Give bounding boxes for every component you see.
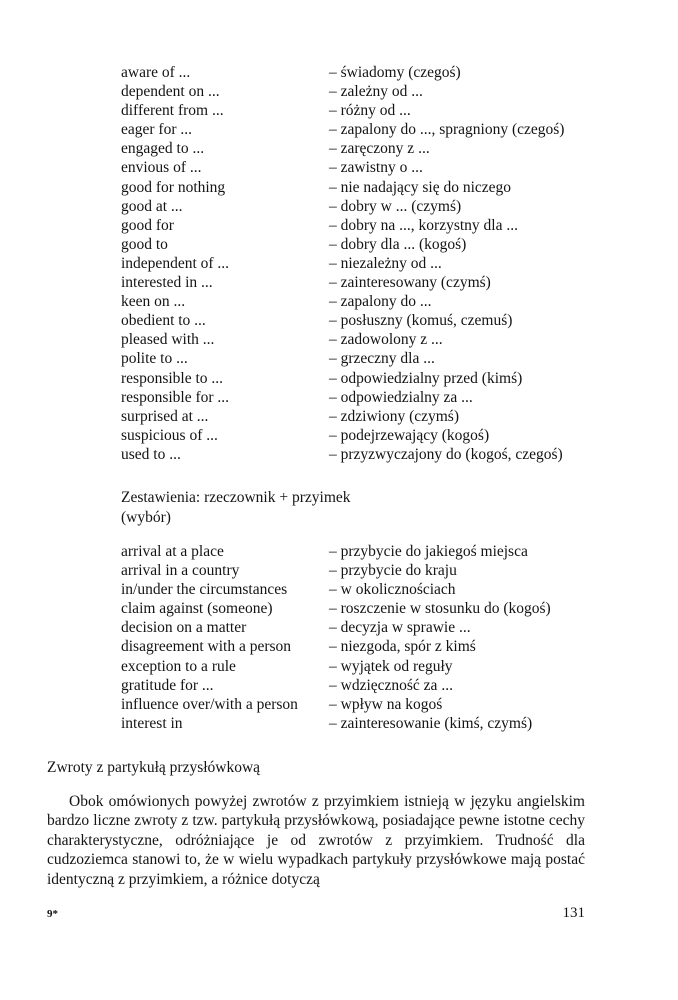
section-title: Zwroty z partykułą przysłówkową <box>47 759 261 776</box>
english-phrase: envious of ... <box>121 159 202 177</box>
english-phrase: interested in ... <box>121 274 213 292</box>
polish-translation: – wpływ na kogoś <box>329 695 443 713</box>
polish-translation: – niezgoda, spór z kimś <box>329 638 476 656</box>
polish-translation: – odpowiedzialny za ... <box>329 388 473 406</box>
english-phrase: gratitude for ... <box>121 676 214 694</box>
polish-translation: – zdziwiony (czymś) <box>329 407 459 425</box>
english-phrase: arrival in a country <box>121 562 240 580</box>
vocab-row <box>121 216 601 235</box>
vocab-row <box>121 618 601 637</box>
vocab-row <box>121 637 601 656</box>
vocab-row <box>121 311 601 330</box>
english-phrase: good at ... <box>121 197 183 215</box>
english-phrase: good for nothing <box>121 178 226 196</box>
body-paragraph: Obok omówionych powyżej zwrotów z przyimkiem istnieją w języku angielskim bardzo liczne zwroty z tzw. partykułą przysłówkową, posiadające pewne istotne cechy charakterystyczne, odróżniające je od zwrotów z przyimkiem. Trudność dla cudzoziemca stanowi to, że w wielu wypadkach partykuły przysłówkowe mają postać identyczną z przyimkiem, a różnice dotyczą <box>47 793 585 888</box>
noun-preposition-list <box>121 542 601 733</box>
english-phrase: eager for ... <box>121 121 192 139</box>
vocab-row <box>121 178 601 197</box>
polish-translation: – zaręczony z ... <box>329 140 430 158</box>
english-phrase: exception to a rule <box>121 657 236 675</box>
vocab-row <box>121 273 601 292</box>
vocab-row <box>121 369 601 388</box>
polish-translation: – dobry dla ... (kogoś) <box>329 235 467 253</box>
vocab-row <box>121 676 601 695</box>
adjective-preposition-list <box>121 63 601 464</box>
polish-translation: – podejrzewający (kogoś) <box>329 426 490 444</box>
polish-translation: – nie nadający się do niczego <box>329 178 512 196</box>
polish-translation: – grzeczny dla ... <box>329 350 435 368</box>
vocab-row <box>121 657 601 676</box>
english-phrase: disagreement with a person <box>121 638 292 656</box>
english-phrase: arrival at a place <box>121 543 224 560</box>
english-phrase: decision on a matter <box>121 619 247 637</box>
polish-translation: – dobry w ... (czymś) <box>329 197 462 215</box>
english-phrase: pleased with ... <box>121 331 215 349</box>
english-phrase: different from ... <box>121 102 224 120</box>
polish-translation: – zapalony do ..., spragniony (czegoś) <box>329 121 565 139</box>
english-phrase: responsible to ... <box>121 369 224 387</box>
vocab-row <box>121 580 601 599</box>
polish-translation: – odpowiedzialny przed (kimś) <box>329 369 523 387</box>
english-phrase: keen on ... <box>121 293 186 311</box>
polish-translation: – wdzięczność za ... <box>329 676 453 694</box>
english-phrase: claim against (someone) <box>121 600 273 618</box>
subheading-line: (wybór) <box>121 509 171 526</box>
polish-translation: – zainteresowany (czymś) <box>329 274 491 292</box>
polish-translation: – wyjątek od reguły <box>329 657 453 675</box>
vocab-row <box>121 714 601 733</box>
vocab-row <box>121 82 601 101</box>
english-phrase: in/under the circumstances <box>121 581 288 599</box>
vocab-row <box>121 158 601 177</box>
polish-translation: – zależny od ... <box>329 83 423 101</box>
vocab-row <box>121 139 601 158</box>
polish-translation: – roszczenie w stosunku do (kogoś) <box>329 600 551 618</box>
english-phrase: dependent on ... <box>121 83 220 101</box>
polish-translation: – świadomy (czegoś) <box>329 64 461 81</box>
english-phrase: good to <box>121 235 168 253</box>
printer-signature: 9* <box>47 908 58 920</box>
vocab-row <box>121 120 601 139</box>
vocab-row <box>121 388 601 407</box>
vocab-row <box>121 695 601 714</box>
polish-translation: – różny od ... <box>329 102 411 120</box>
vocab-row <box>121 235 601 254</box>
vocab-row <box>121 63 601 82</box>
english-phrase: aware of ... <box>121 64 191 81</box>
vocab-row <box>121 426 601 445</box>
vocab-row <box>121 599 601 618</box>
polish-translation: – posłuszny (komuś, czemuś) <box>329 312 513 330</box>
polish-translation: – zainteresowanie (kimś, czymś) <box>329 714 533 732</box>
polish-translation: – przyzwyczajony do (kogoś, czegoś) <box>329 445 563 463</box>
english-phrase: used to ... <box>121 445 181 463</box>
english-phrase: suspicious of ... <box>121 426 218 444</box>
polish-translation: – w okolicznościach <box>329 581 456 599</box>
vocab-row <box>121 292 601 311</box>
english-phrase: interest in <box>121 714 183 732</box>
subheading-line: Zestawienia: rzeczownik + przyimek <box>121 489 351 506</box>
vocab-row <box>121 561 601 580</box>
english-phrase: polite to ... <box>121 350 188 368</box>
polish-translation: – przybycie do jakiegoś miejsca <box>329 543 528 560</box>
vocab-row <box>121 254 601 273</box>
section-subheading <box>121 488 351 528</box>
polish-translation: – dobry na ..., korzystny dla ... <box>329 216 518 234</box>
vocab-row <box>121 542 601 561</box>
english-phrase: obedient to ... <box>121 312 206 330</box>
page-number: 131 <box>562 905 585 921</box>
vocab-row <box>121 407 601 426</box>
polish-translation: – niezależny od ... <box>329 254 442 272</box>
vocab-row <box>121 349 601 368</box>
english-phrase: surprised at ... <box>121 407 209 425</box>
polish-translation: – decyzja w sprawie ... <box>329 619 471 637</box>
vocab-row <box>121 330 601 349</box>
vocab-row <box>121 445 601 464</box>
vocab-row <box>121 101 601 120</box>
vocab-row <box>121 197 601 216</box>
polish-translation: – przybycie do kraju <box>329 562 457 580</box>
english-phrase: responsible for ... <box>121 388 230 406</box>
english-phrase: independent of ... <box>121 254 230 272</box>
english-phrase: influence over/with a person <box>121 695 298 713</box>
english-phrase: engaged to ... <box>121 140 205 158</box>
english-phrase: good for <box>121 216 174 234</box>
polish-translation: – zadowolony z ... <box>329 331 443 349</box>
polish-translation: – zapalony do ... <box>329 293 432 311</box>
polish-translation: – zawistny o ... <box>329 159 423 177</box>
